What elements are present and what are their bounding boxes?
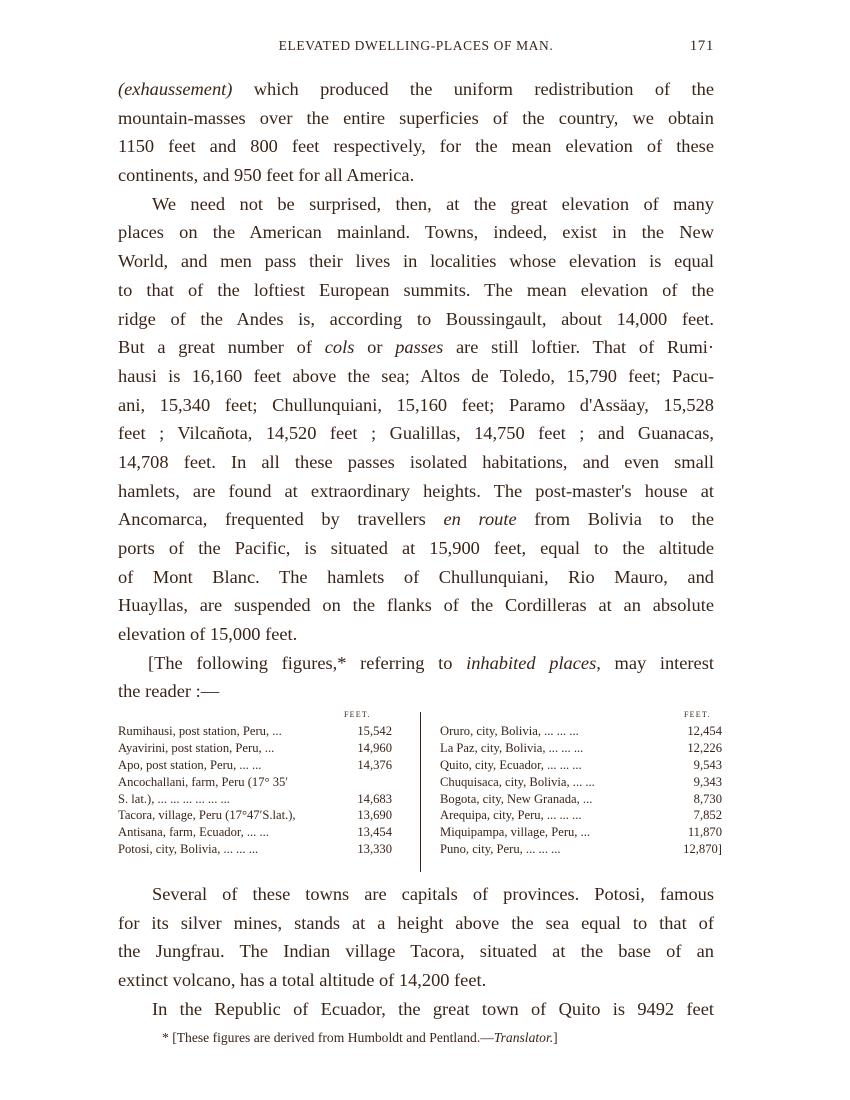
table-row: [118, 757, 392, 774]
elevation-value: 9,543: [693, 757, 722, 772]
table-row: [118, 824, 392, 841]
text-span: Ancomarca, frequented by travellers: [118, 509, 444, 530]
place-name: Tacora, village, Peru (17°47′S.lat.),: [118, 808, 296, 823]
elevation-value: 13,690: [357, 808, 392, 823]
table-row: [118, 723, 392, 740]
text-line: extinct volcano, has a total altitude of 14,200 feet.: [118, 970, 487, 991]
text-span: may interest: [600, 652, 714, 673]
text-span: which produced the uniform redistribution of the: [232, 79, 714, 99]
table-row: [118, 740, 392, 757]
text-line: elevation of 15,000 feet.: [118, 624, 298, 645]
text-line: 1150 feet and 800 feet respectively, for the mean elevation of these: [118, 136, 714, 157]
place-name: Potosi, city, Bolivia, ... ... ...: [118, 842, 259, 857]
table-row: [440, 740, 720, 757]
text-line: Several of these towns are capitals of provinces. Potosi, famous: [152, 884, 714, 904]
place-name: Miquipampa, village, Peru, ...: [440, 825, 591, 840]
text-line: In the Republic of Ecuador, the great town of Quito is 9492 feet: [152, 998, 714, 1019]
elevation-value: 13,330: [357, 842, 392, 857]
table-row: [440, 723, 720, 740]
text-line: the Jungfrau. The Indian village Tacora, situated at the base of an: [118, 941, 714, 962]
text-line: hausi is 16,160 feet above the sea; Altos de Toledo, 15,790 feet; Pacu-: [118, 365, 714, 386]
table-row: [118, 791, 392, 808]
place-name: Arequipa, city, Peru, ... ... ...: [440, 808, 582, 823]
place-name: Oruro, city, Bolivia, ... ... ...: [440, 724, 579, 738]
text-line: 14,708 feet. In all these passes isolated habitations, and even small: [118, 451, 714, 472]
place-name: Chuquisaca, city, Bolivia, ... ...: [440, 774, 595, 789]
text-line: continents, and 950 feet for all America.: [118, 165, 415, 186]
table-row: [440, 791, 720, 808]
text-line: mountain-masses over the entire superficies of the country, we obtain: [118, 107, 714, 128]
place-name: Quito, city, Ecuador, ... ... ...: [440, 757, 582, 772]
text-line: feet ; Vilcañota, 14,520 feet ; Gualillas, 14,750 feet ; and Guanacas,: [118, 423, 714, 444]
table-row: [440, 774, 720, 791]
table-rows: [118, 723, 392, 858]
text-line: ridge of the Andes is, according to Boussingault, about 14,000 feet.: [118, 308, 714, 329]
text-span: are still loftier. That of Rumi·: [443, 337, 714, 358]
text-line: Huayllas, are suspended on the flanks of the Cordilleras at an absolute: [118, 595, 714, 616]
text-line: [118, 505, 714, 534]
text-line: the reader :—: [118, 681, 220, 702]
elevation-value: 12,870]: [683, 842, 722, 857]
italic-term: passes: [395, 337, 444, 358]
text-line: of Mont Blanc. The hamlets of Chullunquiani, Rio Mauro, and: [118, 566, 714, 587]
elevation-table: [118, 710, 722, 870]
elevation-value: 14,683: [357, 791, 392, 806]
text-line: [118, 649, 714, 678]
italic-term: cols: [324, 337, 355, 358]
elevation-value: 7,852: [693, 808, 722, 823]
place-name: Puno, city, Peru, ... ... ...: [440, 842, 561, 857]
text-span: from Bolivia to the: [516, 509, 714, 530]
elevation-value: 12,454: [687, 724, 722, 738]
table-row: [440, 807, 720, 824]
table-row: [118, 774, 376, 791]
text-line: World, and men pass their lives in localities whose elevation is equal: [118, 251, 714, 272]
elevation-value: 14,960: [357, 740, 392, 755]
elevation-value: 11,870: [687, 825, 722, 840]
place-name: Rumihausi, post station, Peru, ...: [118, 724, 282, 738]
footnote-end: ]: [553, 1030, 558, 1045]
italic-term: en route: [443, 509, 517, 530]
text-line: ani, 15,340 feet; Chullunquiani, 15,160 feet; Paramo d'Assäay, 15,528: [118, 394, 714, 415]
running-title: ELEVATED DWELLING-PLACES OF MAN.: [278, 38, 554, 53]
place-name: Bogota, city, New Granada, ...: [440, 791, 593, 806]
place-name: Antisana, farm, Ecuador, ... ...: [118, 825, 269, 840]
page-number: 171: [689, 38, 714, 54]
text-line: ports of the Pacific, is situated at 15,900 feet, equal to the altitude: [118, 538, 714, 558]
text-line: places on the American mainland. Towns, indeed, exist in the New: [118, 222, 714, 243]
text-line: We need not be surprised, then, at the great elevation of many: [152, 193, 714, 214]
place-name: Ayavirini, post station, Peru, ...: [118, 740, 275, 755]
text-line: [118, 333, 714, 362]
text-span: or: [354, 337, 396, 358]
column-divider: [420, 712, 421, 872]
italic-term: inhabited places,: [466, 652, 601, 673]
page-header: [118, 38, 714, 58]
elevation-value: 13,454: [357, 825, 392, 840]
place-name: S. lat.), ... ... ... ... ... ...: [118, 791, 230, 806]
paragraph-continuation: [118, 75, 714, 706]
text-line: to that of the loftiest European summits. The mean elevation of the: [118, 279, 714, 300]
elevation-value: 12,226: [687, 740, 722, 755]
elevation-value: 8,730: [693, 791, 722, 806]
place-name: Ancochallani, farm, Peru (17° 35′: [118, 774, 289, 789]
paragraph-towns: [118, 880, 714, 1023]
footnote-text: * [These figures are derived from Humboldt and Pentland.—: [162, 1030, 494, 1045]
footnote: [162, 1030, 558, 1046]
table-row: [440, 824, 720, 841]
text-span: [The following figures,* referring to: [148, 652, 467, 673]
italic-term: (exhaussement): [118, 79, 233, 99]
table-row: [118, 807, 392, 824]
feet-column-header: FEET.: [344, 710, 371, 719]
text-line: hamlets, are found at extraordinary heights. The post-master's house at: [118, 480, 714, 501]
place-name: La Paz, city, Bolivia, ... ... ...: [440, 740, 584, 755]
place-name: Apo, post station, Peru, ... ...: [118, 757, 262, 772]
table-rows: [440, 723, 720, 858]
table-row: [118, 841, 392, 858]
text-line: for its silver mines, stands at a height above the sea equal to that of: [118, 912, 714, 933]
footnote-italic: Translator.: [493, 1030, 554, 1045]
text-line: [118, 75, 714, 104]
elevation-value: 9,343: [693, 774, 722, 789]
feet-column-header: FEET.: [684, 710, 711, 719]
elevation-value: 14,376: [357, 757, 392, 772]
elevation-value: 15,542: [357, 724, 392, 738]
text-span: But a great number of: [118, 337, 325, 358]
table-row: [440, 841, 720, 858]
table-row: [440, 757, 720, 774]
